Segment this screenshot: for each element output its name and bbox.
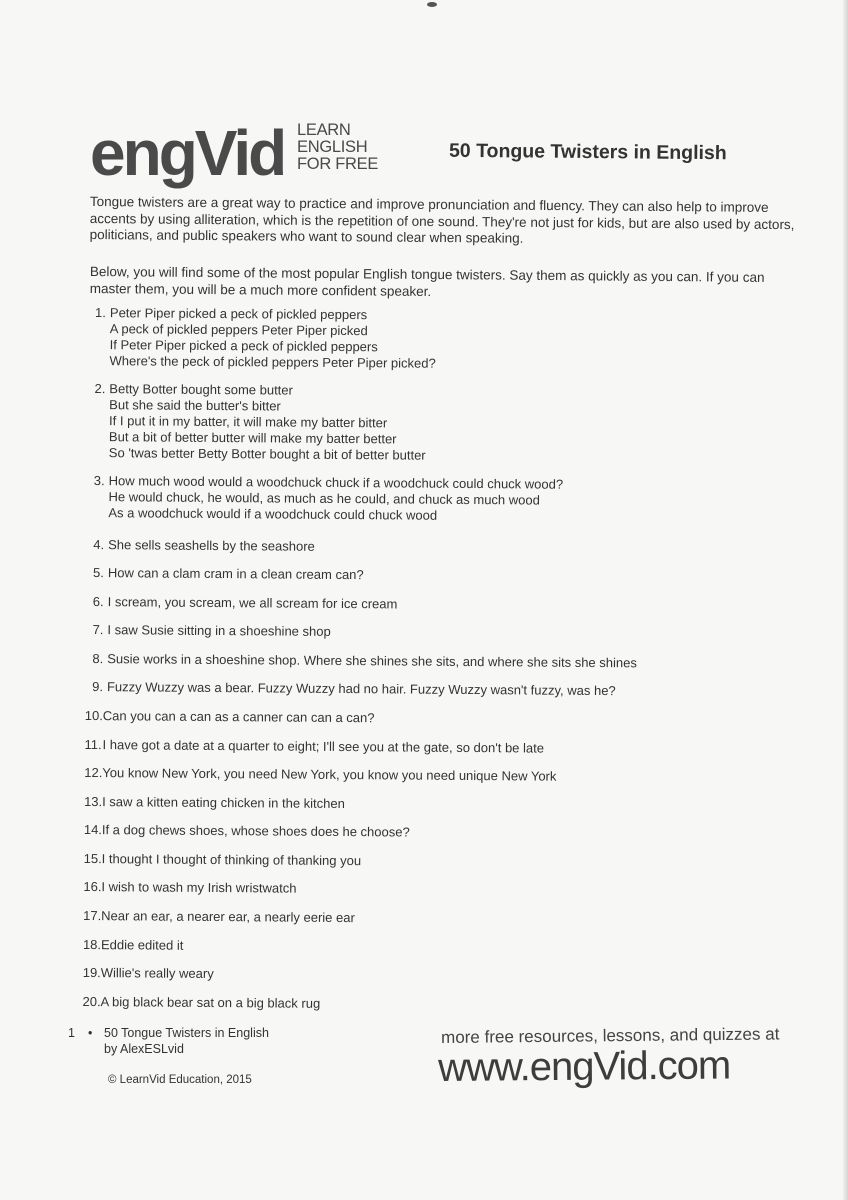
list-item-number: 10.: [84, 707, 103, 724]
list-item: [82, 936, 803, 953]
list-item-number: 13.: [84, 793, 103, 810]
list-item-line: I saw Susie sitting in a shoeshine shop: [107, 622, 331, 639]
list-item-line: Betty Botter bought some butter: [109, 381, 293, 398]
list-item-text: [102, 737, 544, 756]
list-item-line: I scream, you scream, we all scream for ice cream: [107, 594, 398, 612]
list-item-number: 15.: [83, 850, 102, 867]
scan-mark: [427, 2, 437, 7]
list-item-line: Near an ear, a nearer ear, a nearly eerie ear: [101, 908, 355, 926]
list-item-number: 11.: [84, 736, 102, 753]
logo-tagline: [297, 122, 378, 173]
list-item-line: Fuzzy Wuzzy was a bear. Fuzzy Wuzzy had no hair. Fuzzy Wuzzy wasn't fuzzy, was he?: [106, 679, 616, 699]
list-item-number: 12.: [84, 764, 103, 781]
list-item-text: [100, 994, 320, 1012]
logo-tagline-line: FOR FREE: [297, 155, 379, 173]
intro-paragraph: Tongue twisters are a great way to practice and improve pronunciation and fluency. They can also help to improve accents by using alliteration, which is the repetition of one sound. They're not just for kids, but are also used by actors, politicians, and public speakers who want to sound clear when speaking.: [89, 194, 795, 246]
list-item: [85, 679, 805, 699]
list-item-text: [103, 708, 375, 726]
list-item-text: [102, 851, 362, 869]
list-item: [84, 707, 805, 726]
list-item-line: So 'twas better Betty Botter bought a bit of better butter: [108, 445, 426, 463]
list-item: [84, 764, 804, 784]
list-item: [84, 736, 805, 756]
list-item: [82, 993, 803, 1011]
list-item: [82, 964, 803, 982]
resources-line: more free resources, lessons, and quizzes at: [441, 1024, 780, 1047]
list-item-text: [109, 305, 436, 372]
list-item-line: She sells seashells by the seashore: [108, 537, 315, 554]
logo-wordmark: engVid: [90, 117, 285, 189]
engvid-logo: [90, 117, 400, 189]
list-item-line: Susie works in a shoeshine shop. Where she shines she sits, and where she sits she shines: [107, 651, 637, 671]
list-item: [85, 651, 805, 671]
list-item-number: 9.: [92, 679, 104, 695]
list-item: [86, 565, 806, 583]
list-item-line: I thought I thought of thinking of thanking you: [101, 851, 362, 869]
document-title: 50 Tongue Twisters in English: [448, 139, 727, 165]
footer-bullet: •: [88, 1026, 93, 1040]
list-item-line: A big black bear sat on a big black rug: [100, 994, 321, 1011]
list-item: [86, 622, 806, 639]
list-item-line: Eddie edited it: [100, 937, 184, 953]
list-item-text: [102, 794, 345, 812]
website-url: www.engVid.com: [438, 1043, 731, 1090]
list-item-number: 19.: [82, 964, 101, 981]
footer-author: by AlexESLvid: [104, 1042, 184, 1056]
list-item: [86, 537, 806, 554]
list-item: [83, 850, 804, 869]
list-item-line: I saw a kitten eating chicken in the kitchen: [102, 794, 345, 812]
list-item-text: [108, 565, 364, 583]
list-item-number: 17.: [83, 907, 102, 924]
list-item: [87, 381, 807, 463]
list-item-line: If I put it in my batter, it will make my batter bitter: [109, 413, 388, 431]
list-item-number: 5.: [92, 565, 104, 581]
list-item-number: 14.: [83, 821, 103, 838]
list-item-text: [107, 679, 616, 699]
list-item-line: Willie's really weary: [100, 965, 214, 982]
list-item-line: Can you can a can as a canner can can a can?: [102, 708, 375, 726]
list-item-number: 7.: [92, 622, 104, 638]
list-item: [83, 878, 803, 896]
copyright-notice: © LearnVid Education, 2015: [108, 1074, 252, 1086]
list-item-number: 6.: [92, 594, 104, 610]
list-item-text: [101, 937, 184, 954]
list-item: [83, 821, 804, 840]
list-item: [84, 793, 804, 812]
footer-doc-title: 50 Tongue Twisters in English: [104, 1026, 269, 1040]
list-item: [87, 473, 807, 523]
list-item-text: [108, 537, 315, 555]
list-item-text: [101, 879, 296, 897]
list-item-number: 2.: [94, 381, 106, 397]
list-item-text: [101, 908, 355, 926]
list-item-text: [101, 965, 214, 982]
list-item-text: [109, 381, 426, 463]
list-item-number: 8.: [92, 651, 104, 667]
list-item-number: 3.: [93, 473, 105, 489]
list-item-line: But a bit of better butter will make my batter better: [108, 429, 397, 447]
list-item-number: 20.: [82, 993, 101, 1010]
list-item-line: Peter Piper picked a peck of pickled peppers: [109, 305, 368, 323]
list-item-number: 18.: [82, 936, 102, 953]
list-item-line: Where's the peck of pickled peppers Peter Piper picked?: [109, 353, 436, 371]
list-item-line: I wish to wash my Irish wristwatch: [101, 879, 297, 896]
list-item-number: 4.: [93, 537, 105, 553]
list-item-number: 16.: [83, 878, 102, 895]
list-item-text: [108, 473, 563, 525]
list-item-text: [108, 594, 398, 612]
list-item-line: You know New York, you need New York, you know you need unique New York: [102, 765, 557, 784]
list-item-line: I have got a date at a quarter to eight; I'll see you at the gate, so don't be late: [102, 737, 545, 756]
tongue-twister-list: [82, 305, 808, 1011]
logo-tagline-line: ENGLISH: [297, 138, 368, 156]
page-number: 1: [68, 1026, 75, 1040]
list-item-text: [107, 651, 637, 671]
list-item-line: If Peter Piper picked a peck of pickled peppers: [109, 337, 378, 355]
list-item-line: How can a clam cram in a clean cream can?: [107, 565, 364, 583]
list-item-text: [107, 622, 330, 640]
scan-edge-shadow: [842, 0, 848, 1200]
list-item-text: [102, 822, 410, 840]
list-item-line: A peck of pickled peppers Peter Piper picked: [109, 321, 368, 339]
list-item: [86, 594, 806, 612]
list-item: [83, 907, 803, 926]
list-item: [88, 305, 808, 371]
list-item-number: 1.: [95, 305, 106, 321]
list-item-text: [102, 765, 556, 785]
list-item-line: If a dog chews shoes, whose shoes does he choose?: [101, 822, 410, 840]
list-item-line: But she said the butter's bitter: [109, 397, 281, 414]
logo-tagline-line: LEARN: [297, 121, 351, 139]
list-item-line: How much wood would a woodchuck chuck if a woodchuck could chuck wood?: [108, 473, 564, 492]
intro-paragraph: Below, you will find some of the most popular English tongue twisters. Say them as quickly as you can. If you can master them, you will be a much more confident speaker.: [89, 264, 765, 299]
list-item-line: As a woodchuck would if a woodchuck could chuck wood: [108, 505, 438, 523]
list-item-line: He would chuck, he would, as much as he could, and chuck as much wood: [108, 489, 540, 508]
